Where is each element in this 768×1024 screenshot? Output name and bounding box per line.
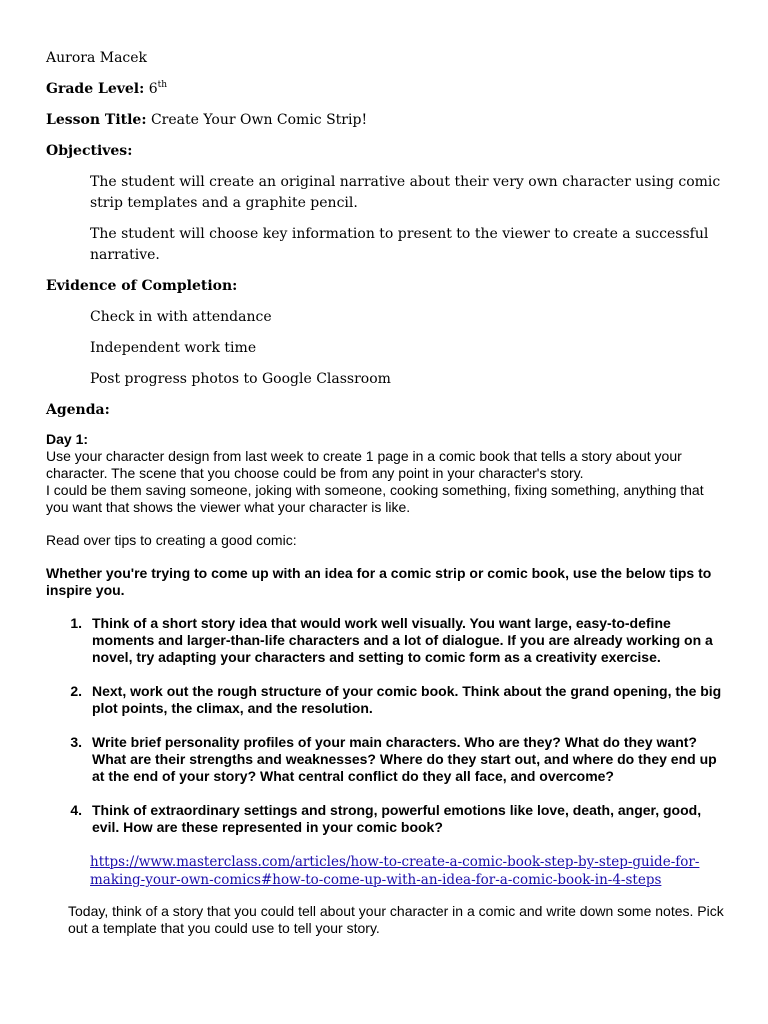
tip-item [46,802,728,836]
tip-number: 4. [70,802,82,818]
grade-level-line [46,79,728,100]
lesson-title-label: Lesson Title: [46,112,147,128]
objectives-heading: Objectives: [46,143,133,159]
evidence-item: Check in with attendance [90,309,272,325]
tips-list [46,615,728,836]
lesson-title-value: Create Your Own Comic Strip! [150,112,368,128]
day-1-title: Day 1: [46,431,89,447]
tip-text: Think of a short story idea that would work well visually. You want large, easy-to-define moments and larger-than-life characters and a lot of dialogue. If you are already working on a novel, try adapting your characters and setting to comic form as a creativity exercise. [92,615,713,665]
author-name: Aurora Macek [46,50,148,66]
evidence-heading: Evidence of Completion: [46,278,238,294]
tip-text: Write brief personality profiles of your main characters. Who are they? What do they want? What are their strengths and weaknesses? Where do they start out, and where do they end up at the end of your story? What central conflict do they all face, and overcome? [92,734,717,784]
grade-level-label: Grade Level: [46,81,145,97]
objective-item: The student will create an original narrative about their very own character using comic strip templates and a graphite pencil. [90,174,721,211]
agenda-heading: Agenda: [46,402,110,418]
tip-text: Think of extraordinary settings and strong, powerful emotions like love, death, anger, good, evil. How are these represented in your comic book? [92,802,702,835]
evidence-item: Independent work time [90,340,257,356]
masterclass-source-link[interactable]: https://www.masterclass.com/articles/how-to-create-a-comic-book-step-by-step-guide-for-making-your-own-comics#how-to-come-up-with-an-idea-for-a-comic-book-in-4-steps [90,854,700,888]
grade-level-suffix: th [157,80,168,90]
closing-instructions: Today, think of a story that you could tell about your character in a comic and write down some notes. Pick out a template that you could use to tell your story. [68,903,724,936]
tip-number: 3. [70,734,82,750]
day-1-intro-examples: I could be them saving someone, joking with someone, cooking something, fixing something, anything that you want that shows the viewer what your character is like. [46,482,704,515]
source-link-wrapper [46,853,728,889]
lesson-title-line [46,110,728,131]
tip-number: 1. [70,615,82,631]
tip-item [46,683,728,717]
tip-number: 2. [70,683,82,699]
evidence-item: Post progress photos to Google Classroom [90,371,391,387]
day-1-intro: Use your character design from last week to create 1 page in a comic book that tells a story about your character. The scene that you choose could be from any point in your character's story. [46,448,682,481]
tip-text: Next, work out the rough structure of your comic book. Think about the grand opening, the big plot points, the climax, and the resolution. [92,683,722,716]
objective-item: The student will choose key information to present to the viewer to create a successful narrative. [90,226,709,263]
tips-intro: Whether you're trying to come up with an idea for a comic strip or comic book, use the below tips to inspire you. [46,565,712,598]
grade-level-value: 6 [148,81,158,97]
tip-item [46,734,728,785]
read-over-tips: Read over tips to creating a good comic: [46,532,297,548]
tip-item [46,615,728,666]
